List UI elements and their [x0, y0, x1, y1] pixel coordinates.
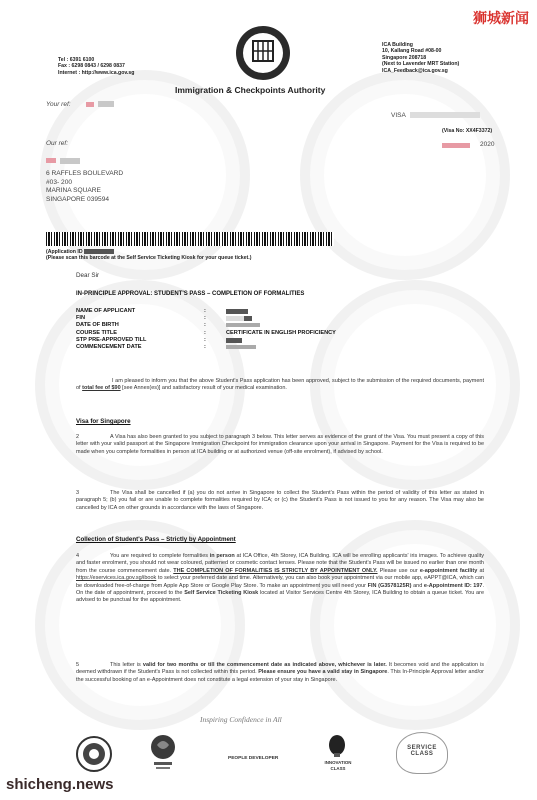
- our-ref-label: Our ref:: [46, 140, 69, 147]
- innovation-class-label: INNOVATION CLASS: [324, 760, 352, 772]
- para-text: and: [413, 582, 423, 589]
- strict-appointment-notice: THE COMPLETION OF FORMALITIES IS STRICTLY BY APPOINTMENT ONLY.: [173, 567, 378, 574]
- para-text: You are required to complete formalities: [110, 553, 209, 559]
- field-label: FIN: [76, 315, 86, 322]
- para-text: It becomes void and the application is deemed withdrawn if the Student's Pass is not collected within this period.: [76, 662, 485, 676]
- quality-award-logo-icon: [148, 733, 178, 777]
- field-value-course: CERTIFICATE IN ENGLISH PROFICIENCY: [226, 329, 336, 336]
- redaction: [46, 158, 56, 163]
- recipient-address: [46, 170, 123, 204]
- paragraph-5: [76, 662, 484, 684]
- service-class-label: SERVICE CLASS: [407, 745, 437, 757]
- redaction: [86, 102, 94, 107]
- barcode-note: [46, 249, 251, 262]
- header-internet: Internet : http://www.ica.gov.sg: [58, 69, 135, 76]
- people-developer-logo: PEOPLE DEVELOPER: [228, 756, 279, 761]
- innovation-class-logo-icon: [322, 733, 352, 759]
- redaction: [98, 101, 114, 107]
- redaction: [410, 112, 480, 118]
- redaction: [226, 323, 260, 327]
- collection-heading: Collection of Student's Pass – Strictly by Appointment: [76, 536, 236, 543]
- paragraph-4: [76, 553, 484, 605]
- para-number: 2: [76, 434, 80, 440]
- your-ref-label: Your ref:: [46, 101, 71, 108]
- address-line: ICA Building: [382, 42, 413, 48]
- watermark-seal-left-bottom: [35, 520, 245, 730]
- header-fax: Fax : 6298 0843 / 6298 0837: [58, 63, 125, 70]
- para-number: 4: [76, 553, 80, 559]
- header-tel: Tel : 6391 6100: [58, 57, 95, 63]
- recipient-line: SINGAPORE 039594: [46, 195, 110, 203]
- intro-paragraph: [76, 378, 484, 393]
- address-line: Singapore 208718: [382, 54, 427, 61]
- para-text: at ICA Office, 4th Storey, ICA Building. ICA will be enrolling applicants' iris images. To achieve quality and faster enrolment, you should not wear coloured, patterned or cosmetic contact lenses. Please note that the Student's Pass will be issued no earlier than one month from the course commencement date.: [76, 553, 484, 574]
- recipient-line: MARINA SQUARE: [46, 187, 101, 195]
- redaction: [244, 316, 252, 321]
- para-number: 3: [76, 490, 80, 496]
- field-colon: :: [204, 322, 206, 329]
- subject-heading: IN-PRINCIPLE APPROVAL: STUDENT'S PASS – COMPLETION OF FORMALITIES: [76, 291, 305, 297]
- ibook-link[interactable]: https://eservices.ica.gov.sg/ibook: [76, 575, 157, 582]
- redaction: [226, 338, 242, 343]
- e-appointment-text: e-appointment facility: [419, 567, 478, 574]
- greeting: Dear Sir: [76, 272, 100, 279]
- org-title: Immigration & Checkpoints Authority: [175, 85, 326, 95]
- redaction: [226, 345, 256, 349]
- barcode-instruction: (Please scan this barcode at the Self Service Ticketing Kiosk for your queue ticket.): [46, 255, 252, 262]
- redaction: [226, 309, 248, 314]
- field-colon: :: [204, 329, 206, 336]
- address-line: ICA_Feedback@ica.gov.sg: [382, 67, 448, 74]
- address-line: (Next to Lavender MRT Station): [382, 61, 460, 68]
- para-text: . On the date of appointment, proceed to the: [76, 582, 485, 597]
- in-person-text: in person: [209, 553, 235, 559]
- para-text: to select your preferred date and time. Alternatively, you can also book your appointment via our mobile app, eAPPT@ICA, which can be downloaded free-of-charge from Apple App Store or Google Play Store. To make an appointment you will need your: [76, 575, 484, 589]
- intro-text-end: [see Annex(es)] and satisfactory result of your medical examination.: [122, 385, 287, 392]
- field-label: COMMENCEMENT DATE: [76, 343, 142, 350]
- ministry-award-logo-icon: [75, 735, 113, 773]
- visa-number: (Visa No: XX4F3372): [442, 128, 493, 134]
- application-barcode: [46, 232, 334, 246]
- e-appointment-id: e-Appointment ID: 197: [423, 582, 483, 589]
- recipient-line: #03- 200: [46, 178, 73, 186]
- header-contact: [58, 57, 134, 76]
- visa-heading: Visa for Singapore: [76, 418, 131, 425]
- footer-motto: Inspiring Confidence in All: [200, 715, 282, 724]
- field-label: COURSE TITLE: [76, 329, 118, 336]
- watermark-seal-right-bottom: [310, 520, 520, 730]
- field-label: DATE OF BIRTH: [76, 322, 119, 329]
- intro-text: I am pleased to inform you that the above Student's Pass application has been approved, subject to the submission of the required documents, payment of: [76, 378, 484, 392]
- redaction: [60, 158, 80, 164]
- field-label: NAME OF APPLICANT: [76, 308, 136, 314]
- field-label: STP PRE-APPROVED TILL: [76, 336, 147, 343]
- site-url: shicheng.news: [6, 776, 114, 793]
- recipient-line: 6 RAFFLES BOULEVARD: [46, 170, 124, 177]
- para-text: A Visa has also been granted to you subject to paragraph 3 below. This letter serves as evidence of the grant of the Visa. You must present a copy of this letter with your valid passport at the Singapore Immigration Checkpoint for immigration clearance upon your arrival in Singapore. Payment for the Visa is required to be made when you complete formalities in person at ICA building or at authorized venue (off-site enrolment), if advised by school.: [76, 434, 484, 455]
- site-brand: 狮城新闻: [473, 10, 529, 26]
- field-colon: :: [204, 308, 206, 314]
- watermark-seal-right-top: [300, 67, 510, 280]
- visa-label: VISA: [391, 112, 406, 119]
- validity-text: valid for two months or till the commencement date as indicated above, whichever is later.: [142, 662, 387, 668]
- ica-crest-icon: [234, 24, 292, 82]
- redaction: [226, 316, 244, 321]
- para-number: 5: [76, 662, 80, 668]
- kiosk-text: Self Service Ticketing Kiosk: [184, 590, 259, 597]
- field-colon: :: [204, 336, 206, 343]
- letter-year: 2020: [480, 141, 495, 148]
- para-text: Please use our: [379, 567, 418, 574]
- applicant-details: [76, 308, 476, 351]
- para-text: The Visa shall be cancelled if (a) you do not arrive in Singapore to collect the Student's Pass within the period of validity of this letter as stated in paragraph 5; (b) you fail or are unable to complete formalities required by ICA; or (c) the Student's Pass is not issued to you for any reason. The Visa may also be cancelled by ICA on other grounds in accordance with the laws of Singapore.: [76, 490, 484, 511]
- redaction: [84, 249, 114, 254]
- redaction: [442, 143, 470, 148]
- address-line: 10, Kallang Road #08-00: [382, 48, 442, 55]
- para-text: This letter is: [110, 662, 141, 668]
- header-address: [382, 42, 459, 74]
- para-text: located at Visitor Services Centre 4th Storey, ICA Building to obtain a queue ticket. You are advised to be punctual for the appointment.: [76, 590, 485, 604]
- para-text: at: [479, 567, 485, 574]
- total-fee: total fee of $90: [82, 385, 121, 392]
- field-colon: :: [204, 343, 206, 350]
- valid-stay-text: Please ensure you have a valid stay in Singapore: [258, 669, 388, 676]
- application-id-label: (Application ID: [46, 249, 83, 255]
- paragraph-3: [76, 490, 484, 512]
- field-colon: :: [204, 315, 206, 322]
- para-text: . This In-Principle Approval letter and/or the successful booking of an e-Appointment does not constitute a legal extension of your stay in Singapore.: [76, 669, 485, 683]
- paragraph-2: [76, 434, 484, 456]
- service-class-logo: [396, 732, 448, 774]
- fin-number: FIN (G3578125R): [367, 582, 412, 589]
